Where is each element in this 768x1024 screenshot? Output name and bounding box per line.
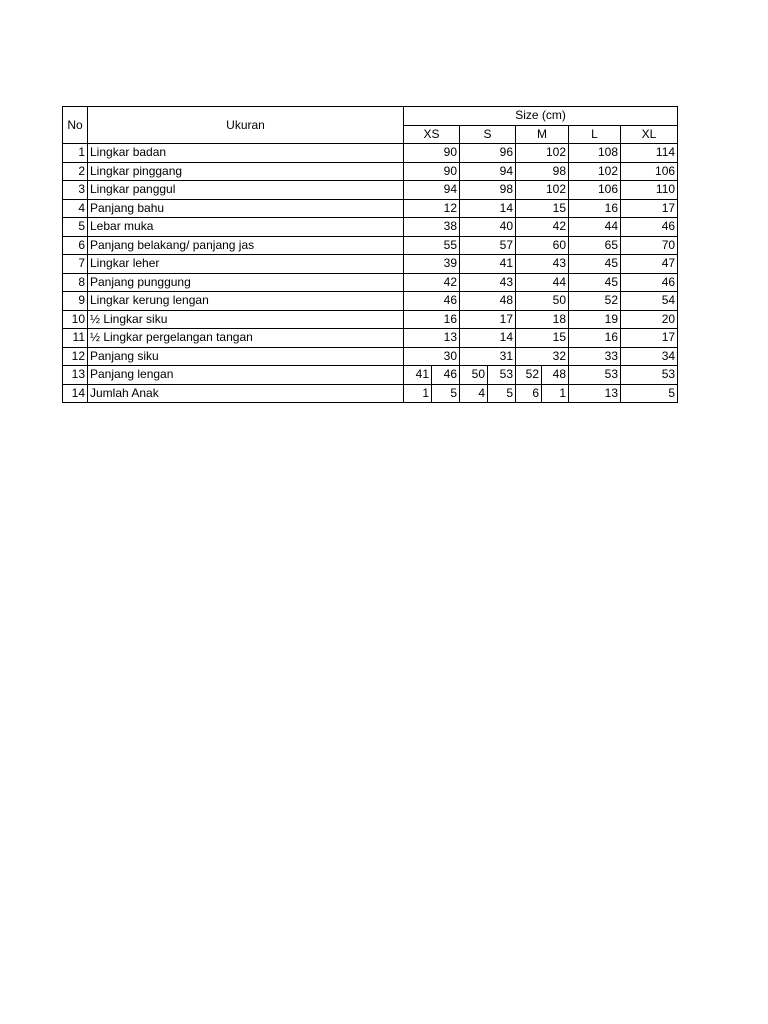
table-row [63,366,678,385]
table-row [63,236,678,255]
value-s: 96 [460,144,516,163]
row-number: 8 [63,273,88,292]
value-m-a: 6 [516,384,542,403]
table-row [63,329,678,348]
value-xs: 38 [404,218,460,237]
measurement-name: Panjang siku [88,347,404,366]
row-number: 1 [63,144,88,163]
measurement-name: Lebar muka [88,218,404,237]
value-l: 65 [569,236,621,255]
measurement-name: Panjang belakang/ panjang jas [88,236,404,255]
value-xs: 30 [404,347,460,366]
value-xl: 34 [621,347,678,366]
size-chart-table [62,106,678,403]
value-s: 43 [460,273,516,292]
value-s-b: 5 [488,384,516,403]
value-xl: 17 [621,329,678,348]
value-l: 13 [569,384,621,403]
value-s: 40 [460,218,516,237]
table-row [63,144,678,163]
value-xs-a: 41 [404,366,432,385]
row-number: 4 [63,199,88,218]
table-row [63,255,678,274]
value-xs: 16 [404,310,460,329]
value-l: 52 [569,292,621,311]
value-xs: 12 [404,199,460,218]
value-xs-b: 5 [432,384,460,403]
row-number: 12 [63,347,88,366]
value-m: 50 [516,292,569,311]
table-row [63,310,678,329]
value-xl: 46 [621,273,678,292]
value-m: 32 [516,347,569,366]
item-header: Ukuran [88,107,404,144]
value-m-b: 48 [542,366,569,385]
measurement-name: Panjang punggung [88,273,404,292]
value-xs-a: 1 [404,384,432,403]
row-number: 7 [63,255,88,274]
size-header-xs: XS [404,125,460,144]
table-row [63,162,678,181]
measurement-name: Panjang bahu [88,199,404,218]
value-xs: 90 [404,162,460,181]
value-s: 41 [460,255,516,274]
row-number: 11 [63,329,88,348]
value-s: 94 [460,162,516,181]
value-m: 15 [516,329,569,348]
value-m: 60 [516,236,569,255]
value-s: 14 [460,199,516,218]
value-s: 17 [460,310,516,329]
header-row-1 [63,107,678,126]
measurement-name: Jumlah Anak [88,384,404,403]
table-row [63,347,678,366]
table-row [63,199,678,218]
measurement-name: Lingkar pinggang [88,162,404,181]
measurement-name: ½ Lingkar siku [88,310,404,329]
value-xl: 114 [621,144,678,163]
value-xs: 90 [404,144,460,163]
size-group-header: Size (cm) [404,107,678,126]
row-number: 5 [63,218,88,237]
value-s: 57 [460,236,516,255]
value-xs: 39 [404,255,460,274]
value-m-b: 1 [542,384,569,403]
value-m: 18 [516,310,569,329]
value-m-a: 52 [516,366,542,385]
row-number: 3 [63,181,88,200]
measurement-name: ½ Lingkar pergelangan tangan [88,329,404,348]
value-s: 98 [460,181,516,200]
measurement-name: Lingkar panggul [88,181,404,200]
value-xl: 110 [621,181,678,200]
value-xs-b: 46 [432,366,460,385]
value-l: 16 [569,199,621,218]
value-l: 102 [569,162,621,181]
value-xl: 20 [621,310,678,329]
value-l: 45 [569,273,621,292]
value-m: 102 [516,144,569,163]
value-xl: 46 [621,218,678,237]
value-xl: 106 [621,162,678,181]
table-row [63,384,678,403]
table-row [63,218,678,237]
value-l: 53 [569,366,621,385]
table-row [63,273,678,292]
measurement-name: Lingkar badan [88,144,404,163]
value-l: 108 [569,144,621,163]
table-row [63,181,678,200]
value-m: 43 [516,255,569,274]
row-number: 10 [63,310,88,329]
size-header-m: M [516,125,569,144]
row-number: 6 [63,236,88,255]
value-m: 42 [516,218,569,237]
value-s-a: 4 [460,384,488,403]
value-xs: 94 [404,181,460,200]
row-number: 2 [63,162,88,181]
value-s: 48 [460,292,516,311]
row-number: 13 [63,366,88,385]
measurement-name: Lingkar kerung lengan [88,292,404,311]
value-xl: 70 [621,236,678,255]
value-xl: 53 [621,366,678,385]
size-header-xl: XL [621,125,678,144]
value-m: 102 [516,181,569,200]
value-xs: 46 [404,292,460,311]
value-l: 106 [569,181,621,200]
value-s-b: 53 [488,366,516,385]
value-xl: 54 [621,292,678,311]
value-s-a: 50 [460,366,488,385]
value-s: 31 [460,347,516,366]
size-header-s: S [460,125,516,144]
measurement-name: Panjang lengan [88,366,404,385]
value-m: 15 [516,199,569,218]
value-xs: 13 [404,329,460,348]
value-xs: 42 [404,273,460,292]
value-l: 16 [569,329,621,348]
value-xl: 47 [621,255,678,274]
value-xl: 17 [621,199,678,218]
no-header: No [63,107,88,144]
value-l: 44 [569,218,621,237]
value-l: 33 [569,347,621,366]
table-row [63,292,678,311]
size-header-l: L [569,125,621,144]
value-l: 45 [569,255,621,274]
value-l: 19 [569,310,621,329]
value-m: 98 [516,162,569,181]
value-s: 14 [460,329,516,348]
value-m: 44 [516,273,569,292]
value-xl: 5 [621,384,678,403]
row-number: 14 [63,384,88,403]
value-xs: 55 [404,236,460,255]
measurement-name: Lingkar leher [88,255,404,274]
row-number: 9 [63,292,88,311]
